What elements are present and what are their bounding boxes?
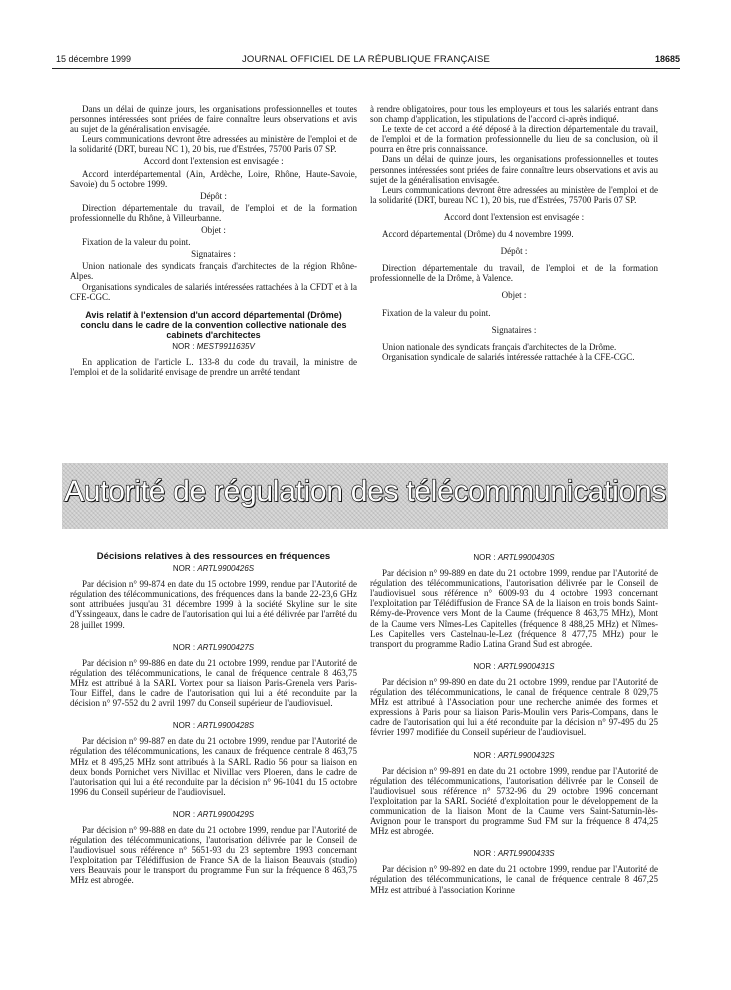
nor-code: ARTL9900433S	[497, 849, 555, 859]
decision-paragraph: Par décision n° 99-892 en date du 21 octobre 1999, rendue par l'Autorité de régulation des télécommunications, le canal de fréquence centrale 8 467,25 MHz est attribué à l'association Korinne	[370, 864, 658, 895]
objet-heading: Objet :	[501, 290, 527, 301]
banner-title: Autorité de régulation des télécommunications	[64, 475, 666, 508]
nor-reference: NOR : ARTL9900433S	[473, 849, 555, 859]
section-heading: Décisions relatives à des ressources en fréquences	[96, 551, 331, 562]
depot-heading: Dépôt :	[200, 190, 227, 201]
nor-code: ARTL9900428S	[197, 721, 255, 731]
top-right-column	[370, 104, 658, 362]
nor-code: MEST9911635V	[196, 341, 255, 351]
accord-text: Accord interdépartemental (Ain, Ardèche, Loire, Rhône, Haute-Savoie, Savoie) du 5 octobre 1999.	[70, 168, 357, 189]
decision-paragraph: Par décision n° 99-874 en date du 15 octobre 1999, rendue par l'Autorité de régulation des télécommunications, des fréquences dans la bande 22-23,6 GHz sont attribuées jusqu'au 31 décembre 1999 à la société Skyline sur le site d'Yssingeaux, dans le cadre de l'autorisation qui lui a été délivrée par l'arrêté du 28 juillet 1999.	[70, 579, 357, 630]
paragraph: En application de l'article L. 133-8 du code du travail, la ministre de l'emploi et de la solidarité envisage de prendre un arrêté tendant	[70, 356, 357, 377]
objet-heading: Objet :	[201, 225, 226, 236]
signataire: Union nationale des syndicats français d'architectes de la Drôme.	[382, 341, 617, 352]
avis-title: Avis relatif à l'extension d'un accord départemental (Drôme) conclu dans le cadre de la convention collective nationale des cabinets d'architectes	[80, 309, 347, 340]
nor-code: ARTL9900430S	[497, 553, 555, 562]
decision-paragraph: Par décision n° 99-891 en date du 21 octobre 1999, rendue par l'Autorité de régulation des télécommunications, l'autorisation délivrée par le Conseil de l'audiovisuel sous référence n° 5732-96 du 29 octobre 1996 concernant l'exploitation par la SARL Société d'exploitation pour le développement de la communication de la liaison Mont de la Caume vers Saint-Saturnin-lès-Avignon pour le transport du programme Sud FM sur la fréquence 8 474,25 MHz est abrogée.	[370, 765, 658, 837]
paragraph: Dans un délai de quinze jours, les organisations professionnelles et toutes personnes intéressées sont priées de faire connaître leurs observations et avis au sujet de la généralisation envisagée.	[370, 154, 658, 185]
page-number: 18685	[654, 54, 680, 64]
paragraph: à rendre obligatoires, pour tous les employeurs et tous les salariés entrant dans son champ d'application, les stipulations de l'accord ci-après indiqué.	[370, 104, 658, 125]
decision-paragraph: Par décision n° 99-889 en date du 21 octobre 1999, rendue par l'Autorité de régulation des télécommunications, l'autorisation délivrée par le Conseil de l'audiovisuel sous référence n° 6009-93 du 4 octobre 1993 concernant l'exploitation par Télédiffusion de France SA de la liaison en trois bonds Saint-Rémy-de-Provence vers Mont de la Caume (fréquence 8 463,75 MHz), Mont de la Caume vers Nîmes-Les Capitelles (fréquence 8 488,25 MHz) et Nîmes-Les Capitelles vers Castelnau-le-Lez (fréquence 8 477,75 MHz) pour le transport du programme Radio Latina Grand Sud est abrogée.	[370, 568, 658, 649]
nor-reference: NOR : ARTL9900431S	[473, 661, 555, 671]
accord-text: Accord départemental (Drôme) du 4 novembre 1999.	[382, 229, 574, 240]
header-date: 15 décembre 1999	[56, 54, 132, 64]
nor-code: ARTL9900426S	[197, 564, 255, 574]
nor-reference	[70, 342, 357, 352]
paragraph: Leurs communications devront être adressées au ministère de l'emploi et de la solidarité (DRT, bureau NC 1), 20 bis, rue d'Estrées, 75700 Paris 07 SP.	[70, 134, 357, 155]
nor-label: NOR :	[172, 341, 195, 351]
nor-code: ARTL9900429S	[197, 809, 255, 819]
nor-reference: NOR : ARTL9900429S	[172, 809, 255, 819]
paragraph: Le texte de cet accord a été déposé à la direction départementale du travail, de l'emploi et de la formation professionnelle du lieu de sa conclusion, où il pourra en être pris connaissance.	[370, 124, 658, 155]
bottom-right-column	[370, 552, 658, 895]
decision-paragraph: Par décision n° 99-890 en date du 21 octobre 1999, rendue par l'Autorité de régulation des télécommunications, le canal de fréquence centrale 8 029,75 MHz est attribué à l'Association pour une recherche animée des formes et expressions à Paris pour sa liaison Paris-Moulin vers Paris-Compans, dans le cadre de l'autorisation qui lui a été reconduite par la décision n° 97-495 du 25 février 1997 modifiée du Conseil supérieur de l'audiovisuel.	[370, 676, 658, 738]
nor-reference: NOR : ARTL9900428S	[172, 721, 255, 731]
nor-code: ARTL9900431S	[497, 661, 555, 671]
signataire: Organisations syndicales de salariés intéressées rattachées à la CFDT et à la CFE-CGC.	[70, 281, 357, 302]
depot-text: Direction départementale du travail, de l'emploi et de la formation professionnelle du Rhône, à Villeurbanne.	[70, 202, 357, 223]
accord-heading: Accord dont l'extension est envisagée :	[443, 211, 585, 222]
journal-title: JOURNAL OFFICIEL DE LA RÉPUBLIQUE FRANÇAISE	[241, 54, 491, 65]
nor-code: ARTL9900432S	[497, 750, 555, 760]
signataire: Union nationale des syndicats français d'architectes de la région Rhône-Alpes.	[70, 261, 357, 282]
depot-text: Direction départementale du travail, de l'emploi et de la formation professionnelle de la Drôme, à Valence.	[370, 263, 658, 284]
paragraph: Leurs communications devront être adressées au ministère de l'emploi et de la solidarité (DRT, bureau NC 1), 20 bis, rue d'Estrées, 75700 Paris 07 SP.	[370, 184, 658, 205]
signataire: Organisation syndicale de salariés intéressée rattachée à la CFE-CGC.	[382, 351, 635, 362]
signataires-heading: Signataires :	[491, 324, 537, 335]
nor-reference: NOR : ARTL9900430S	[473, 553, 555, 562]
accord-heading: Accord dont l'extension est envisagée :	[143, 156, 284, 167]
decision-paragraph: Par décision n° 99-887 en date du 21 octobre 1999, rendue par l'Autorité de régulation des télécommunications, les canaux de fréquence centrale 8 463,75 MHz et 8 495,25 MHz sont attribués à la SARL Radio 56 pour sa liaison en deux bonds Pornichet vers Nivillac et Nivillac vers Ploeren, dans le cadre de l'autorisation qui lui a été reconduite par la décision n° 96-1041 du 15 octobre 1996 du Conseil supérieur de l'audiovisuel.	[70, 736, 357, 797]
signataires-heading: Signataires :	[191, 249, 236, 260]
objet-text: Fixation de la valeur du point.	[382, 307, 491, 318]
running-header	[52, 52, 680, 69]
nor-reference: NOR : ARTL9900432S	[473, 750, 555, 760]
nor-reference: NOR : ARTL9900427S	[172, 642, 255, 652]
bottom-left-column	[70, 552, 357, 886]
top-left-column	[70, 104, 357, 377]
paragraph: Dans un délai de quinze jours, les organisations professionnelles et toutes personnes intéressées sont priées de faire connaître leurs observations et avis au sujet de la généralisation envisagée.	[70, 104, 357, 135]
nor-reference: NOR : ARTL9900426S	[172, 564, 255, 574]
depot-heading: Dépôt :	[500, 246, 528, 257]
objet-text: Fixation de la valeur du point.	[82, 237, 191, 248]
nor-code: ARTL9900427S	[197, 642, 255, 652]
section-banner	[62, 463, 668, 529]
decision-paragraph: Par décision n° 99-888 en date du 21 octobre 1999, rendue par l'Autorité de régulation des télécommunications, l'autorisation délivrée par le Conseil de l'audiovisuel sous référence n° 5651-93 du 23 septembre 1993 concernant l'exploitation par Télédiffusion de France SA de la liaison Beauvais (studio) vers Beauvais pour le transport du programme Fun sur la fréquence 8 463,75 MHz est abrogée.	[70, 824, 357, 886]
decision-paragraph: Par décision n° 99-886 en date du 21 octobre 1999, rendue par l'Autorité de régulation des télécommunications, le canal de fréquence centrale 8 463,75 MHz est attribué à la SARL Vortex pour sa liaison Paris-Grenela vers Paris-Tour Eiffel, dans le cadre de l'autorisation qui lui a été reconduite par la décision n° 97-552 du 2 avril 1997 du Conseil supérieur de l'audiovisuel.	[70, 657, 357, 709]
